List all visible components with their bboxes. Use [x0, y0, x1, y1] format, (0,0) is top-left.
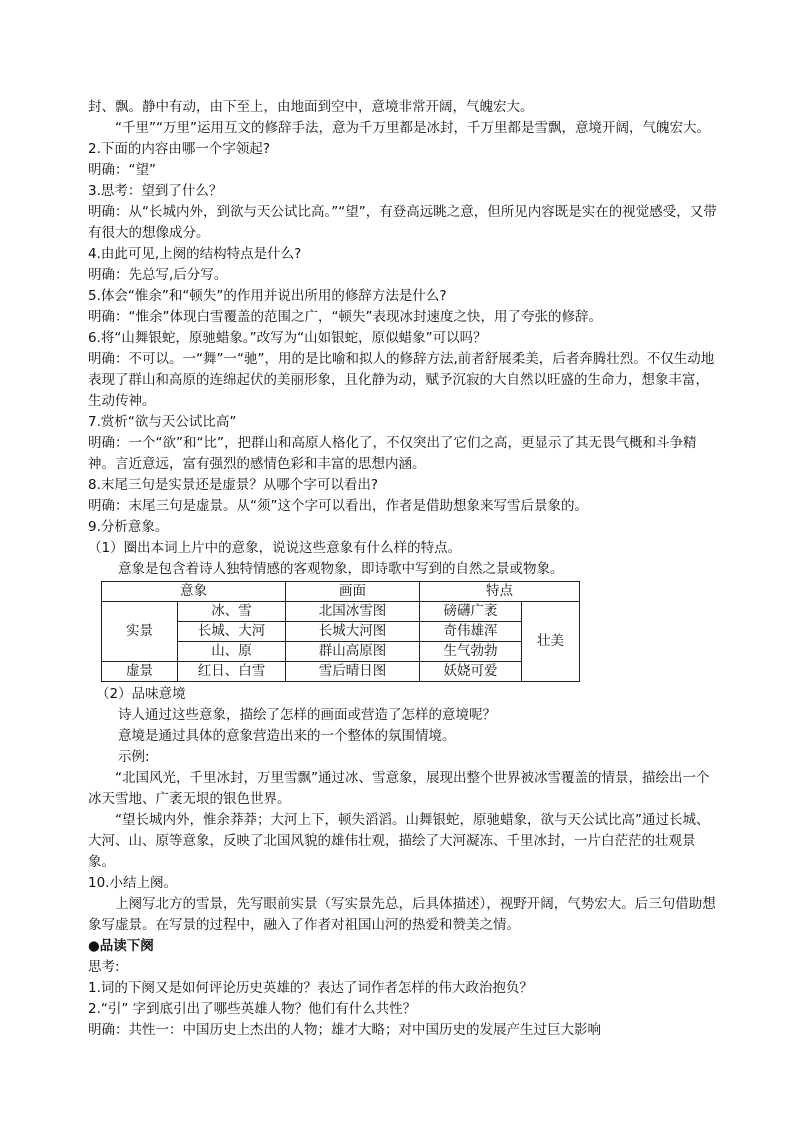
answer: 明确：不可以。一“舞”一“驰”，用的是比喻和拟人的修辞方法,前者舒展柔美，后者奔腾壮烈。不仅生动地表现了群山和高原的连绵起伏的美丽形象，且化静为动，赋予沉寂的大自然以旺盛的生命力，想象丰富，生动传神。	[88, 351, 715, 409]
header-cell: 特点	[420, 582, 580, 602]
answer: 明确：“惟余”体现白雪覆盖的范围之广，“顿失”表现冰封速度之快，用了夸张的修辞。	[88, 309, 602, 325]
group-cell: 实景	[102, 602, 178, 662]
table-cell: 奇伟雄浑	[420, 622, 522, 642]
answer: 明确：“望”	[88, 162, 156, 178]
table-cell: 山、原	[178, 642, 286, 662]
answer: 明确：先总写,后分写。	[88, 267, 228, 283]
question: 7.赏析“欲与天公试比高”	[88, 414, 237, 430]
table-cell: 妖娆可爱	[420, 662, 522, 682]
table-header-row	[102, 582, 580, 602]
table-cell: 北国冰雪图	[286, 602, 420, 622]
paragraph: 诗人通过这些意象，描绘了怎样的画面或营造了怎样的意境呢？	[118, 707, 496, 723]
question: 6.将“山舞银蛇，原驰蜡象。”改写为“山如银蛇，原似蜡象”可以吗？	[88, 330, 487, 346]
header-cell: 画面	[286, 582, 420, 602]
answer: 明确：一个“欲”和“比”，把群山和高原人格化了，不仅突出了它们之高，更显示了其无畏气概和斗争精神。言近意远，富有强烈的感情色彩和丰富的思想内涵。	[88, 435, 697, 472]
imagery-table	[101, 581, 580, 682]
question: 1.词的下阕又是如何评论历史英雄的？表达了词作者怎样的伟大政治抱负？	[88, 980, 533, 996]
paragraph: 封、飘。静中有动，由下至上，由地面到空中，意境非常开阔，气魄宏大。	[88, 99, 534, 115]
answer: 明确：末尾三句是虚景。从“须”这个字可以看出，作者是借助想象来写雪后景象的。	[88, 498, 588, 514]
table-cell: 长城大河图	[286, 622, 420, 642]
table-cell: 雪后晴日图	[286, 662, 420, 682]
table-cell: 生气勃勃	[420, 642, 522, 662]
question: 8.末尾三句是实景还是虚景？从哪个字可以看出?	[88, 477, 379, 493]
header-cell: 意象	[102, 582, 286, 602]
section-heading: ●品读下阕	[88, 938, 154, 954]
answer: 明确：从“长城内外，到欲与天公试比高。”“望”，有登高远眺之意，但所见内容既是实在的视觉感受，又带有很大的想像成分。	[88, 204, 717, 241]
paragraph: 意境是通过具体的意象营造出来的一个整体的氛围情境。	[118, 728, 456, 744]
table-cell: 红日、白雪	[178, 662, 286, 682]
table-cell: 长城、大河	[178, 622, 286, 642]
paragraph: “千里”“万里”运用互文的修辞手法，意为千万里都是冰封，千万里都是雪飘，意境开阔，气魄宏大。	[115, 120, 710, 136]
paragraph: “北国风光，千里冰封，万里雪飘”通过冰、雪意象，展现出整个世界被冰雪覆盖的情景，描绘出一个冰天雪地、广袤无垠的银色世界。	[88, 770, 710, 807]
table-cell: 磅礴广袤	[420, 602, 522, 622]
imagery-table-wrapper	[101, 581, 720, 682]
sub-question: （2）品味意境	[96, 686, 186, 702]
table-cell: 群山高原图	[286, 642, 420, 662]
paragraph: “望长城内外，惟余莽莽；大河上下，顿失滔滔。山舞银蛇，原驰蜡象，欲与天公试比高”通过长城、大河、山、原等意象，反映了北国风貌的雄伟壮观，描绘了大河凝冻、千里冰封，一片白茫茫的壮观景象。	[88, 812, 710, 870]
question: 4.由此可见,上阕的结构特点是什么?	[88, 246, 302, 262]
table-cell: 冰、雪	[178, 602, 286, 622]
paragraph: 意象是包含着诗人独特情感的客观物象，即诗歌中写到的自然之景或物象。	[118, 561, 564, 577]
summary-cell: 壮美	[522, 602, 580, 682]
question: 9.分析意象。	[88, 519, 169, 535]
think-label: 思考:	[88, 959, 120, 975]
table-row	[102, 662, 580, 682]
answer: 明确：共性一：中国历史上杰出的人物；雄才大略；对中国历史的发展产生过巨大影响	[88, 1022, 601, 1038]
document-body	[88, 97, 720, 1041]
group-cell: 虚景	[102, 662, 178, 682]
question: 2.下面的内容由哪一个字领起?	[88, 141, 271, 157]
example-label: 示例:	[118, 749, 150, 765]
question: 10.小结上阕。	[88, 875, 177, 891]
sub-question: （1）圈出本词上片中的意象，说说这些意象有什么样的特点。	[88, 540, 462, 556]
paragraph: 上阕写北方的雪景，先写眼前实景（写实景先总，后具体描述），视野开阔，气势宏大。后三句借助想象写虚景。在写景的过程中，融入了作者对祖国山河的热爱和赞美之情。	[88, 896, 716, 933]
question: 5.体会“惟余”和“顿失”的作用并说出所用的修辞方法是什么?	[88, 288, 447, 304]
table-row	[102, 602, 580, 622]
question: 3.思考：望到了什么？	[88, 183, 223, 199]
question: 2.“引” 字到底引出了哪些英雄人物？他们有什么共性？	[88, 1001, 417, 1017]
